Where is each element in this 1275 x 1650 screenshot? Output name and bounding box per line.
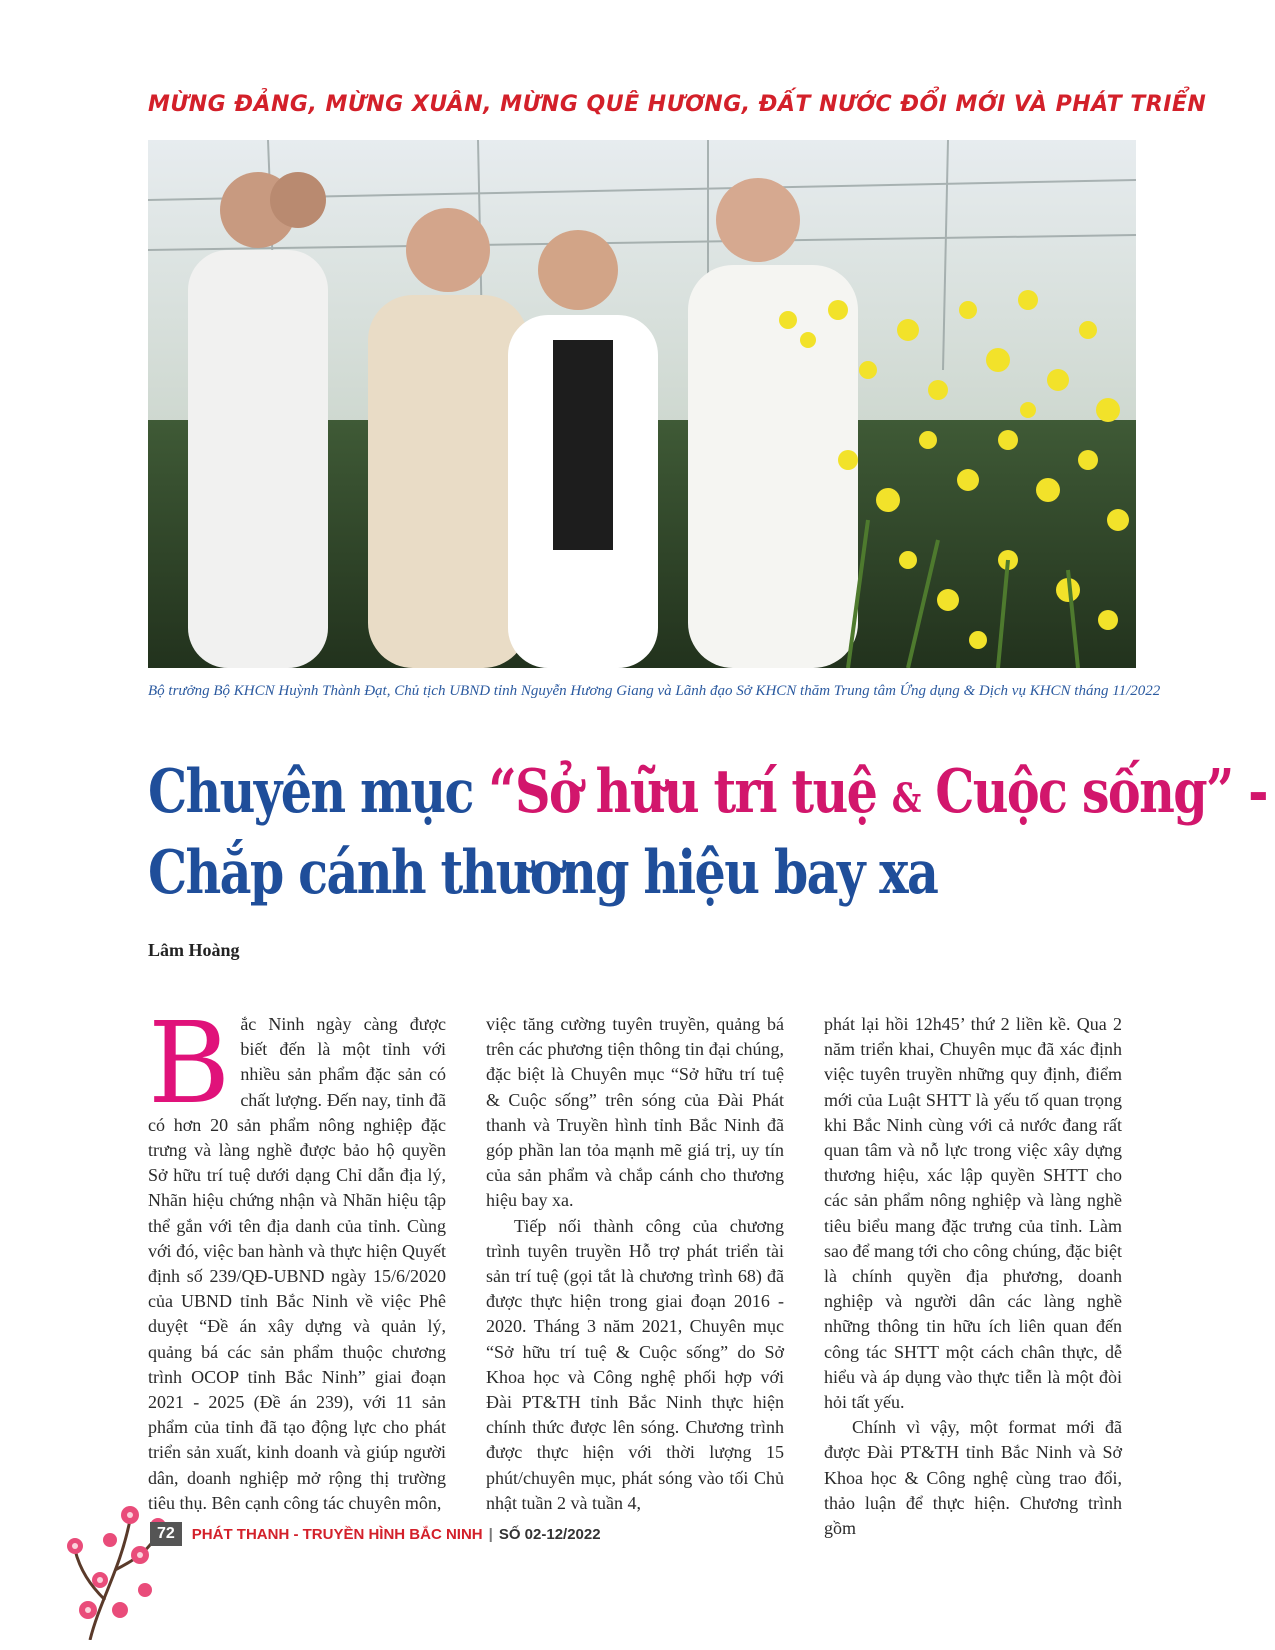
publication-name: PHÁT THANH - TRUYỀN HÌNH BẮC NINH: [191, 1525, 483, 1543]
title-part-1: Chuyên mục: [148, 757, 489, 827]
title-ampersand: &: [891, 775, 920, 822]
drop-cap: B: [148, 999, 231, 1129]
author-byline: Lâm Hoàng: [148, 940, 240, 960]
paragraph: Chính vì vậy, một format mới đã được Đài PT&TH tỉnh Bắc Ninh và Sở Khoa học & Công nghệ cùng trao đổi, thảo luận để thực hiện. Chương trình gồm: [824, 1417, 1122, 1539]
section-kicker: MỪNG ĐẢNG, MỪNG XUÂN, MỪNG QUÊ HƯƠNG, ĐẤT NƯỚC ĐỔI MỚI VÀ PHÁT TRIỂN: [148, 92, 1207, 117]
title-dash: -: [1232, 757, 1267, 827]
title-line-2: Chắp cánh thương hiệu bay xa: [148, 838, 938, 908]
title-part-2: “Sở hữu trí tuệ: [488, 757, 892, 827]
page-number: 72: [150, 1522, 182, 1546]
title-line-1: [148, 755, 1267, 836]
paragraph: [148, 999, 446, 1516]
footer-separator: |: [488, 1525, 493, 1543]
article-photo: [148, 140, 1136, 668]
article-column-2: [486, 1012, 784, 1516]
article-column-3: [824, 1012, 1122, 1541]
photo-placeholder-icon: [148, 140, 1136, 668]
paragraph-text: ắc Ninh ngày càng được biết đến là một tỉnh với nhiều sản phẩm đặc sản có chất lượng. Đến nay, tỉnh đã có hơn 20 sản phẩm nông nghiệp đặc trưng và làng nghề được bảo hộ quyền Sở hữu trí tuệ dưới dạng Chỉ dẫn địa lý, Nhãn hiệu chứng nhận và Nhãn hiệu tập thể gắn với tên địa danh của tỉnh. Cùng với đó, việc ban hành và thực hiện Quyết định số 239/QĐ-UBND ngày 15/6/2020 của UBND tỉnh Bắc Ninh về việc Phê duyệt “Đề án xây dựng và quản lý, quảng bá các sản phẩm thuộc chương trình OCOP tỉnh Bắc Ninh” giai đoạn 2021 - 2025 (Đề án 239), với 11 sản phẩm của tỉnh đã tạo động lực cho phát triển sản xuất, kinh doanh và giúp người dân, doanh nghiệp mở rộng thị trường tiêu thụ. Bên cạnh công tác chuyên môn,: [148, 1014, 446, 1513]
issue-number: SỐ 02-12/2022: [498, 1525, 601, 1543]
paragraph: việc tăng cường tuyên truyền, quảng bá trên các phương tiện thông tin đại chúng, đặc biệt là Chuyên mục “Sở hữu trí tuệ & Cuộc sống” trên sóng của Đài Phát thanh và Truyền hình tỉnh Bắc Ninh đã góp phần lan tỏa mạnh mẽ giá trị, uy tín của sản phẩm và chắp cánh cho thương hiệu bay xa.: [486, 1014, 784, 1211]
paragraph: phát lại hồi 12h45’ thứ 2 liền kề. Qua 2 năm triển khai, Chuyên mục đã xác định việc tuyên truyền những quy định, điểm mới của Luật SHTT là yếu tố quan trọng khi Bắc Ninh cùng với cả nước đang rất quan tâm và nỗ lực trong việc xây dựng thương hiệu, xác lập quyền SHTT cho các sản phẩm nông nghiệp và làng nghề tiêu biểu mang đặc trưng của tỉnh. Làm sao để mang tới cho công chúng, đặc biệt là chính quyền địa phương, doanh nghiệp và người dân các làng nghề những thông tin hữu ích liên quan đến công tác SHTT một cách chân thực, dễ hiểu và áp dụng vào thực tiễn là một đòi hỏi tất yếu.: [824, 1014, 1122, 1413]
photo-caption: Bộ trưởng Bộ KHCN Huỳnh Thành Đạt, Chủ tịch UBND tỉnh Nguyễn Hương Giang và Lãnh đạo Sở KHCN thăm Trung tâm Ứng dụng & Dịch vụ KHCN tháng 11/2022: [148, 683, 1161, 699]
article-title: [148, 755, 1267, 910]
paragraph: Tiếp nối thành công của chương trình tuyên truyền Hỗ trợ phát triển tài sản trí tuệ (gọi tắt là chương trình 68) đã được thực hiện trong giai đoạn 2016 - 2020. Tháng 3 năm 2021, Chuyên mục “Sở hữu trí tuệ & Cuộc sống” do Sở Khoa học và Công nghệ phối hợp với Đài PT&TH tỉnh Bắc Ninh thực hiện chính thức được lên sóng. Chương trình được thực hiện với thời lượng 15 phút/chuyên mục, phát sóng vào tối Chủ nhật tuần 2 và tuần 4,: [486, 1215, 784, 1513]
page-footer: [150, 1520, 601, 1548]
peach-blossom-icon: [60, 1460, 170, 1640]
title-part-3: Cuộc sống”: [919, 757, 1233, 827]
article-column-1: [148, 999, 446, 1516]
